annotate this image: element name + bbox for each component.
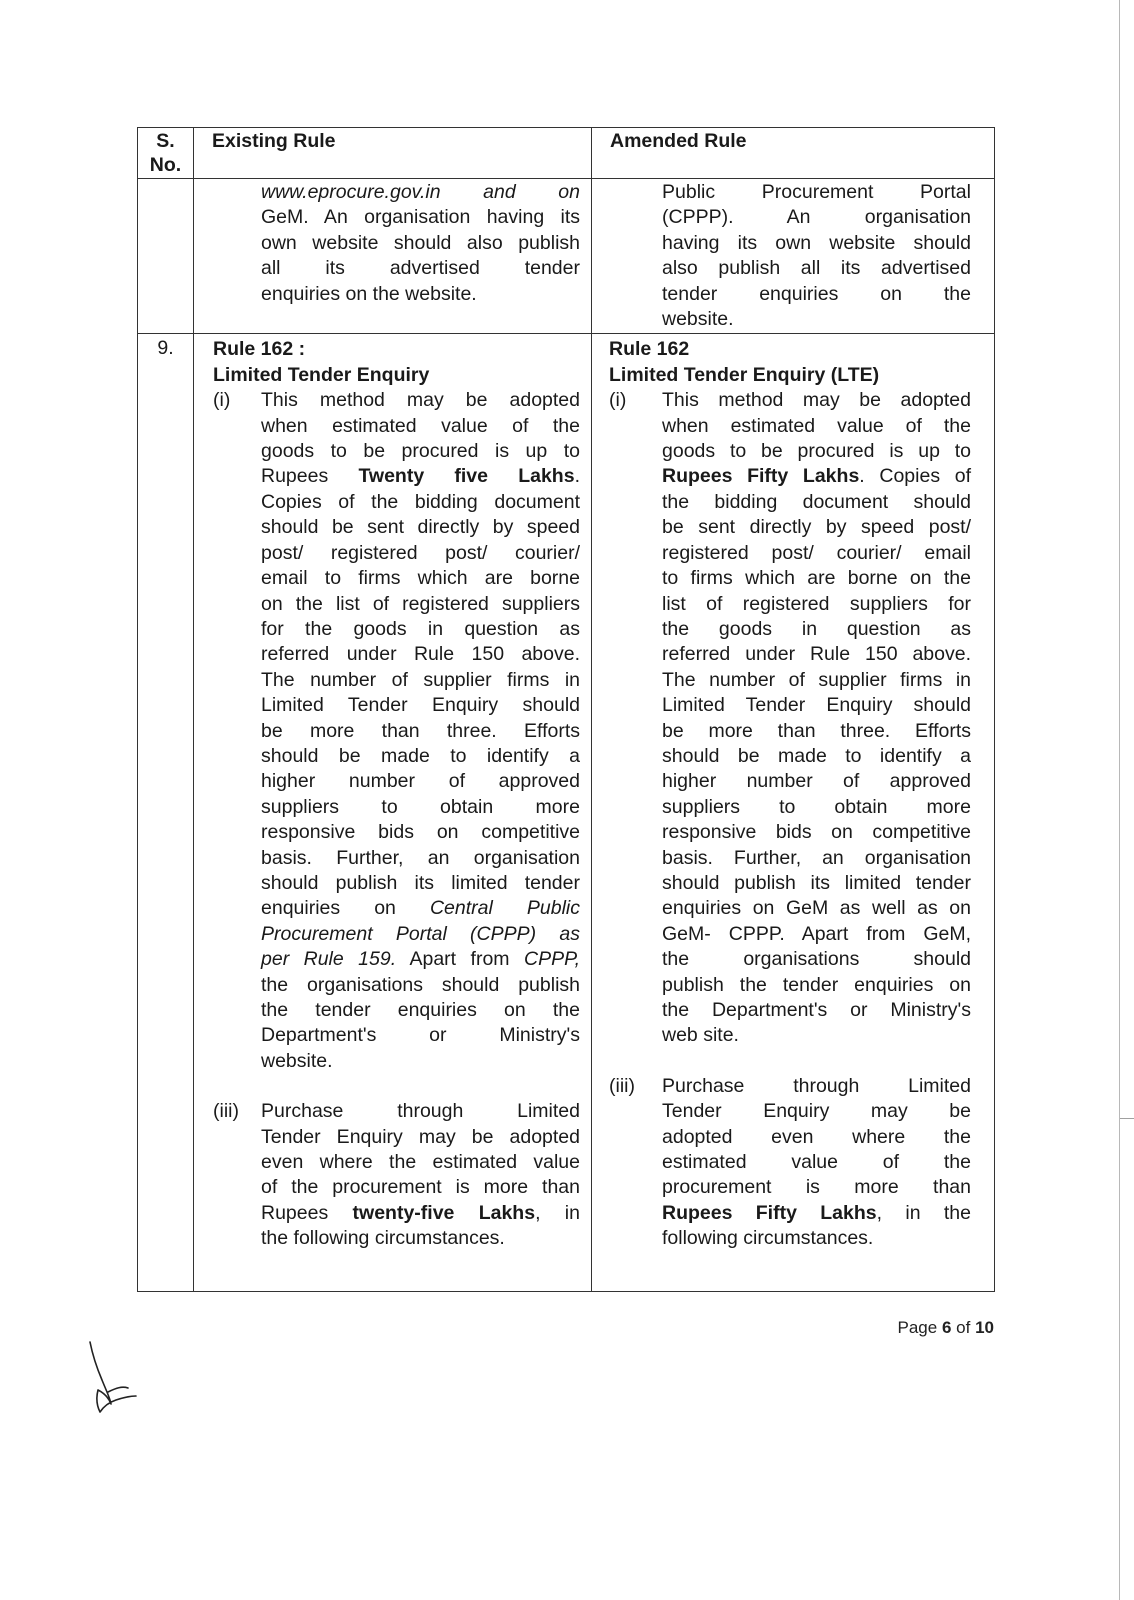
continuation-existing-text <box>213 180 580 307</box>
text-line: the following circumstances. <box>261 1227 505 1250</box>
amended-rule-number: Rule 162 <box>609 338 690 361</box>
text-line: Department's or Ministry's <box>261 1024 580 1047</box>
text-line: should be sent directly by speed <box>261 516 580 539</box>
text-line: Rupees Fifty Lakhs. Copies of <box>662 465 972 488</box>
text-line: Tender Enquiry may be <box>662 1100 971 1123</box>
table-row-9 <box>138 334 995 1292</box>
continuation-sno <box>138 179 194 334</box>
text-line: post/ registered post/ courier/ <box>261 541 580 564</box>
existing-item-i <box>213 388 580 1074</box>
text-line: website. <box>662 308 734 331</box>
text-line: the goods in question as <box>662 617 971 640</box>
text-line: having its own website should <box>662 231 971 254</box>
text-line: www.eprocure.gov.in and on <box>261 181 580 203</box>
existing-rule-number: Rule 162 : <box>213 338 306 361</box>
page-edge-line <box>1119 0 1120 1600</box>
text-line: for the goods in question as <box>261 617 580 640</box>
rules-comparison-table <box>137 127 995 1292</box>
page-of-label: of <box>956 1318 971 1337</box>
text-line: on the list of registered suppliers <box>261 592 580 615</box>
text-line: should publish its limited tender <box>261 871 580 894</box>
existing-rule-cell <box>194 334 592 1292</box>
text-line: enquiries on Central Public <box>261 897 580 920</box>
text-line: Purchase through Limited <box>662 1074 971 1097</box>
text-line: Procurement Portal (CPPP) as <box>261 922 580 945</box>
text-line: GeM- CPPP. Apart from GeM, <box>662 922 971 945</box>
text-line: suppliers to obtain more <box>261 795 580 818</box>
text-line: adopted even where the <box>662 1125 971 1148</box>
text-line: Rupees Fifty Lakhs, in the <box>662 1201 971 1224</box>
existing-rule-title: Limited Tender Enquiry <box>213 363 430 386</box>
text-line: website. <box>261 1049 333 1072</box>
amended-item-i-number: (i) <box>609 389 627 412</box>
amended-rule-title: Limited Tender Enquiry (LTE) <box>609 363 880 386</box>
text-line: web site. <box>662 1024 739 1047</box>
amended-item-iii-number: (iii) <box>609 1074 635 1097</box>
text-line: higher number of approved <box>662 770 971 793</box>
text-line: (CPPP). An organisation <box>662 206 971 229</box>
text-line: referred under Rule 150 above. <box>261 643 580 666</box>
text-line: Tender Enquiry may be adopted <box>261 1125 580 1148</box>
continuation-existing-cell <box>194 179 592 334</box>
amended-rule-cell <box>592 334 995 1292</box>
text-line: all its advertised tender <box>261 257 580 280</box>
text-line: publish the tender enquiries on <box>662 973 971 996</box>
text-line: registered post/ courier/ email <box>662 541 971 564</box>
continuation-amended-text <box>609 180 971 332</box>
header-amended-rule: Amended Rule <box>592 128 995 179</box>
text-line: the bidding document should <box>662 490 971 513</box>
amended-item-iii <box>609 1074 971 1252</box>
row-sno: 9. <box>138 334 194 1292</box>
text-line: This method may be adopted <box>261 389 580 412</box>
page-current: 6 <box>941 1318 952 1337</box>
text-line: The number of supplier firms in <box>261 668 580 691</box>
text-line: goods to be procured is up to <box>662 440 971 463</box>
text-line: of the procurement is more than <box>261 1176 580 1199</box>
text-line: Limited Tender Enquiry should <box>662 694 971 717</box>
continuation-amended-cell <box>592 179 995 334</box>
text-line: higher number of approved <box>261 770 580 793</box>
page-number-footer <box>871 1318 994 1338</box>
text-line: tender enquiries on the <box>662 282 971 305</box>
text-line: the organisations should <box>662 948 971 971</box>
text-line: enquiries on GeM as well as on <box>662 897 971 920</box>
text-line: should be made to identify a <box>261 744 580 767</box>
text-line: list of registered suppliers for <box>662 592 971 615</box>
text-line: Limited Tender Enquiry should <box>261 694 580 717</box>
text-line: the tender enquiries on the <box>261 999 580 1021</box>
existing-item-i-number: (i) <box>213 389 231 412</box>
text-line: responsive bids on competitive <box>261 821 580 844</box>
text-line: also publish all its advertised <box>662 257 971 280</box>
text-line: own website should also publish <box>261 231 580 254</box>
text-line: Public Procurement Portal <box>662 181 971 203</box>
page-edge-tick <box>1120 1118 1134 1119</box>
text-line: responsive bids on competitive <box>662 821 971 844</box>
text-line: should be made to identify a <box>662 744 971 767</box>
text-line: referred under Rule 150 above. <box>662 643 971 666</box>
page-total: 10 <box>975 1318 994 1337</box>
existing-item-iii <box>213 1099 580 1251</box>
text-line: Rupees twenty-five Lakhs, in <box>261 1201 580 1224</box>
text-line: the Department's or Ministry's <box>662 999 971 1021</box>
header-sno: S. No. <box>138 128 194 179</box>
continuation-row <box>138 179 995 334</box>
text-line: estimated value of the <box>662 1151 971 1174</box>
text-line: Rupees Twenty five Lakhs. <box>261 465 580 488</box>
text-line: when estimated value of the <box>662 414 971 437</box>
text-line: to firms which are borne on the <box>662 567 971 590</box>
header-existing-rule: Existing Rule <box>194 128 592 179</box>
text-line: procurement is more than <box>662 1176 971 1199</box>
handwritten-signature-icon <box>86 1340 146 1420</box>
text-line: suppliers to obtain more <box>662 795 971 818</box>
text-line: should publish its limited tender <box>662 871 971 894</box>
text-line: be sent directly by speed post/ <box>662 516 971 539</box>
text-line: goods to be procured is up to <box>261 440 580 463</box>
text-line: Copies of the bidding document <box>261 490 580 513</box>
text-line: GeM. An organisation having its <box>261 206 580 229</box>
text-line: Purchase through Limited <box>261 1100 580 1123</box>
text-line: enquiries on the website. <box>261 282 477 305</box>
text-line: This method may be adopted <box>662 389 971 412</box>
text-line: the organisations should publish <box>261 973 580 996</box>
text-line: be more than three. Efforts <box>662 719 971 742</box>
amended-item-i <box>609 388 972 1049</box>
table-header-row <box>138 128 995 179</box>
text-line: email to firms which are borne <box>261 567 580 590</box>
text-line: basis. Further, an organisation <box>261 846 580 869</box>
existing-item-iii-number: (iii) <box>213 1100 239 1123</box>
text-line: basis. Further, an organisation <box>662 846 971 869</box>
text-line: even where the estimated value <box>261 1151 580 1174</box>
page-label: Page <box>897 1318 938 1337</box>
text-line: be more than three. Efforts <box>261 719 580 742</box>
text-line: The number of supplier firms in <box>662 668 971 691</box>
text-line: following circumstances. <box>662 1227 874 1250</box>
text-line: when estimated value of the <box>261 414 580 437</box>
text-line: per Rule 159. Apart from CPPP, <box>261 948 580 971</box>
